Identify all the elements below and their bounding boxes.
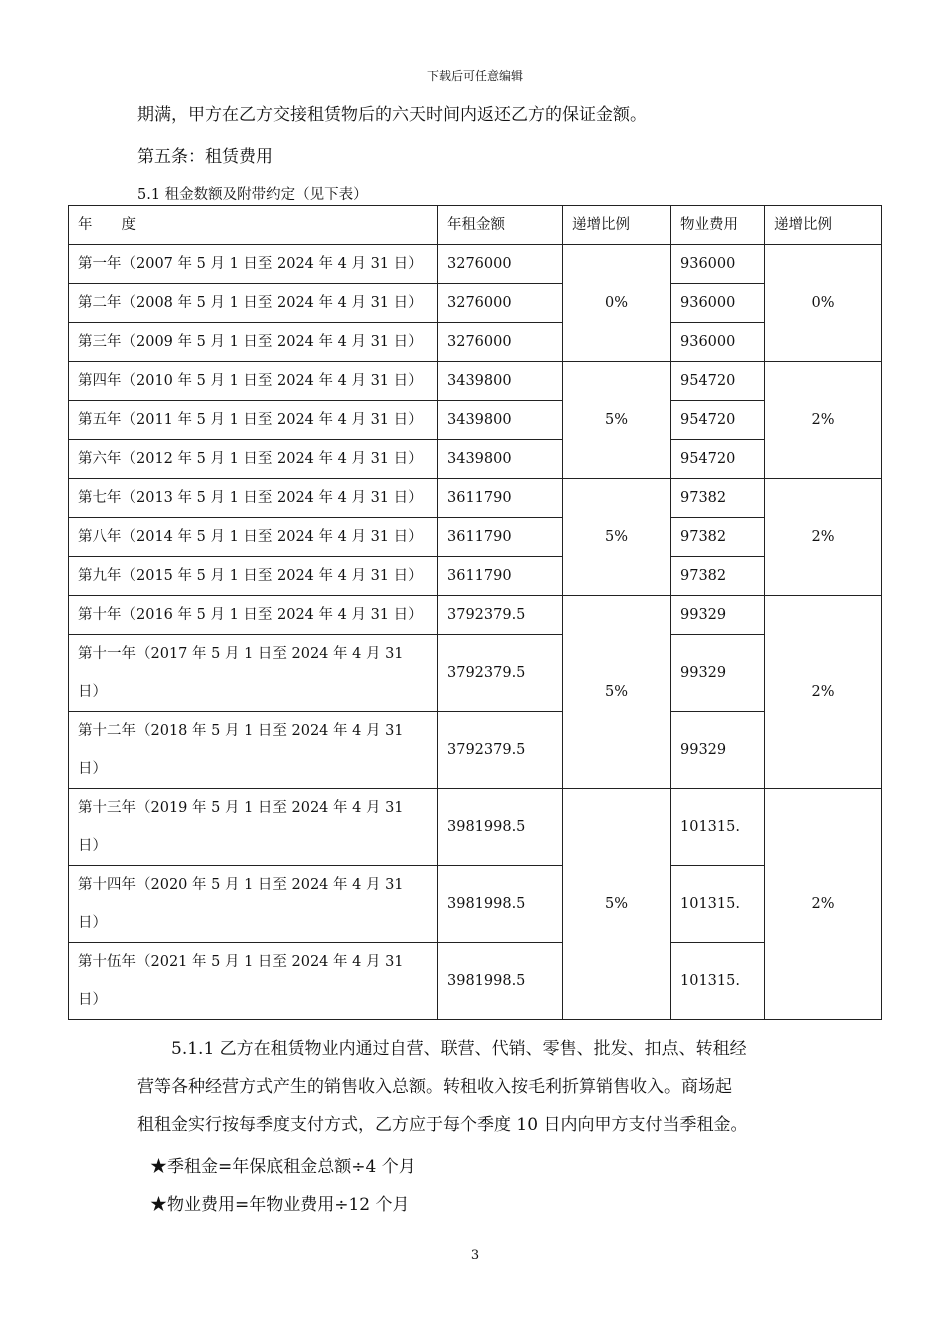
rent-increase-cell: 0%	[563, 245, 671, 362]
paragraph-line: 营等各种经营方式产生的销售收入总额。转租收入按毛利折算销售收入。商场起	[137, 1077, 732, 1097]
rent-cell: 3276000	[438, 284, 563, 323]
paragraph-5-1-1	[137, 1030, 827, 1144]
paragraph-line: 租租金实行按每季度支付方式，乙方应于每个季度 10 日内向甲方支付当季租金。	[137, 1115, 748, 1135]
rent-increase-cell: 5%	[563, 479, 671, 596]
rent-increase-cell: 5%	[563, 789, 671, 1020]
rent-cell: 3439800	[438, 440, 563, 479]
fee-cell: 954720	[671, 362, 765, 401]
header-rent-increase: 递增比例	[563, 206, 671, 245]
rent-table	[68, 205, 882, 1020]
year-cell: 第十四年（2020 年 5 月 1 日至 2024 年 4 月 31 日）	[69, 866, 438, 943]
year-cell: 第一年（2007 年 5 月 1 日至 2024 年 4 月 31 日）	[69, 245, 438, 284]
year-cell: 第二年（2008 年 5 月 1 日至 2024 年 4 月 31 日）	[69, 284, 438, 323]
fee-cell: 954720	[671, 401, 765, 440]
fee-cell: 99329	[671, 712, 765, 789]
fee-cell: 97382	[671, 479, 765, 518]
header-fee-increase: 递增比例	[765, 206, 882, 245]
table-row	[69, 440, 882, 479]
table-row	[69, 362, 882, 401]
rent-cell: 3792379.5	[438, 635, 563, 712]
year-cell: 第八年（2014 年 5 月 1 日至 2024 年 4 月 31 日）	[69, 518, 438, 557]
page-header: 下载后可任意编辑	[426, 69, 523, 83]
fee-cell: 936000	[671, 284, 765, 323]
intro-line: 期满，甲方在乙方交接租赁物后的六天时间内返还乙方的保证金额。	[137, 105, 647, 125]
fee-increase-cell: 2%	[765, 789, 882, 1020]
fee-increase-cell: 0%	[765, 245, 882, 362]
fee-cell: 97382	[671, 518, 765, 557]
rent-cell: 3439800	[438, 401, 563, 440]
rent-increase-cell: 5%	[563, 596, 671, 789]
table-row	[69, 789, 882, 866]
year-cell: 第七年（2013 年 5 月 1 日至 2024 年 4 月 31 日）	[69, 479, 438, 518]
fee-cell: 99329	[671, 635, 765, 712]
year-cell: 第十三年（2019 年 5 月 1 日至 2024 年 4 月 31 日）	[69, 789, 438, 866]
rent-cell: 3611790	[438, 518, 563, 557]
table-row	[69, 866, 882, 943]
rent-cell: 3611790	[438, 557, 563, 596]
year-cell: 第十伍年（2021 年 5 月 1 日至 2024 年 4 月 31 日）	[69, 943, 438, 1020]
rent-cell: 3276000	[438, 323, 563, 362]
formula-property-fee: ★物业费用=年物业费用÷12 个月	[150, 1195, 410, 1215]
fee-increase-cell: 2%	[765, 362, 882, 479]
table-row	[69, 943, 882, 1020]
fee-cell: 954720	[671, 440, 765, 479]
year-cell: 第五年（2011 年 5 月 1 日至 2024 年 4 月 31 日）	[69, 401, 438, 440]
table-header-row	[69, 206, 882, 245]
fee-cell: 101315.	[671, 789, 765, 866]
fee-cell: 97382	[671, 557, 765, 596]
rent-cell: 3276000	[438, 245, 563, 284]
fee-increase-cell: 2%	[765, 596, 882, 789]
table-row	[69, 284, 882, 323]
fee-cell: 936000	[671, 323, 765, 362]
table-row	[69, 518, 882, 557]
rent-cell: 3611790	[438, 479, 563, 518]
rent-cell: 3981998.5	[438, 866, 563, 943]
fee-cell: 101315.	[671, 943, 765, 1020]
year-cell: 第十年（2016 年 5 月 1 日至 2024 年 4 月 31 日）	[69, 596, 438, 635]
header-rent: 年租金额	[438, 206, 563, 245]
rent-cell: 3792379.5	[438, 596, 563, 635]
table-row	[69, 323, 882, 362]
year-cell: 第六年（2012 年 5 月 1 日至 2024 年 4 月 31 日）	[69, 440, 438, 479]
year-cell: 第十一年（2017 年 5 月 1 日至 2024 年 4 月 31 日）	[69, 635, 438, 712]
formula-quarterly-rent: ★季租金=年保底租金总额÷4 个月	[150, 1157, 416, 1177]
year-cell: 第十二年（2018 年 5 月 1 日至 2024 年 4 月 31 日）	[69, 712, 438, 789]
rent-cell: 3439800	[438, 362, 563, 401]
section-title: 第五条：租赁费用	[137, 147, 273, 167]
table-row	[69, 401, 882, 440]
rent-increase-cell: 5%	[563, 362, 671, 479]
rent-cell: 3981998.5	[438, 943, 563, 1020]
table-row	[69, 557, 882, 596]
table-row	[69, 245, 882, 284]
page-number: 3	[470, 1248, 480, 1263]
table-row	[69, 712, 882, 789]
year-cell: 第四年（2010 年 5 月 1 日至 2024 年 4 月 31 日）	[69, 362, 438, 401]
table-row	[69, 635, 882, 712]
fee-increase-cell: 2%	[765, 479, 882, 596]
fee-cell: 936000	[671, 245, 765, 284]
rent-cell: 3792379.5	[438, 712, 563, 789]
year-cell: 第三年（2009 年 5 月 1 日至 2024 年 4 月 31 日）	[69, 323, 438, 362]
header-year: 年 度	[69, 206, 438, 245]
header-fee: 物业费用	[671, 206, 765, 245]
fee-cell: 99329	[671, 596, 765, 635]
table-row	[69, 596, 882, 635]
rent-cell: 3981998.5	[438, 789, 563, 866]
fee-cell: 101315.	[671, 866, 765, 943]
paragraph-line: 5.1.1 乙方在租赁物业内通过自营、联营、代销、零售、批发、扣点、转租经	[137, 1039, 747, 1059]
year-cell: 第九年（2015 年 5 月 1 日至 2024 年 4 月 31 日）	[69, 557, 438, 596]
table-caption: 5.1 租金数额及附带约定（见下表）	[137, 187, 368, 203]
table-row	[69, 479, 882, 518]
